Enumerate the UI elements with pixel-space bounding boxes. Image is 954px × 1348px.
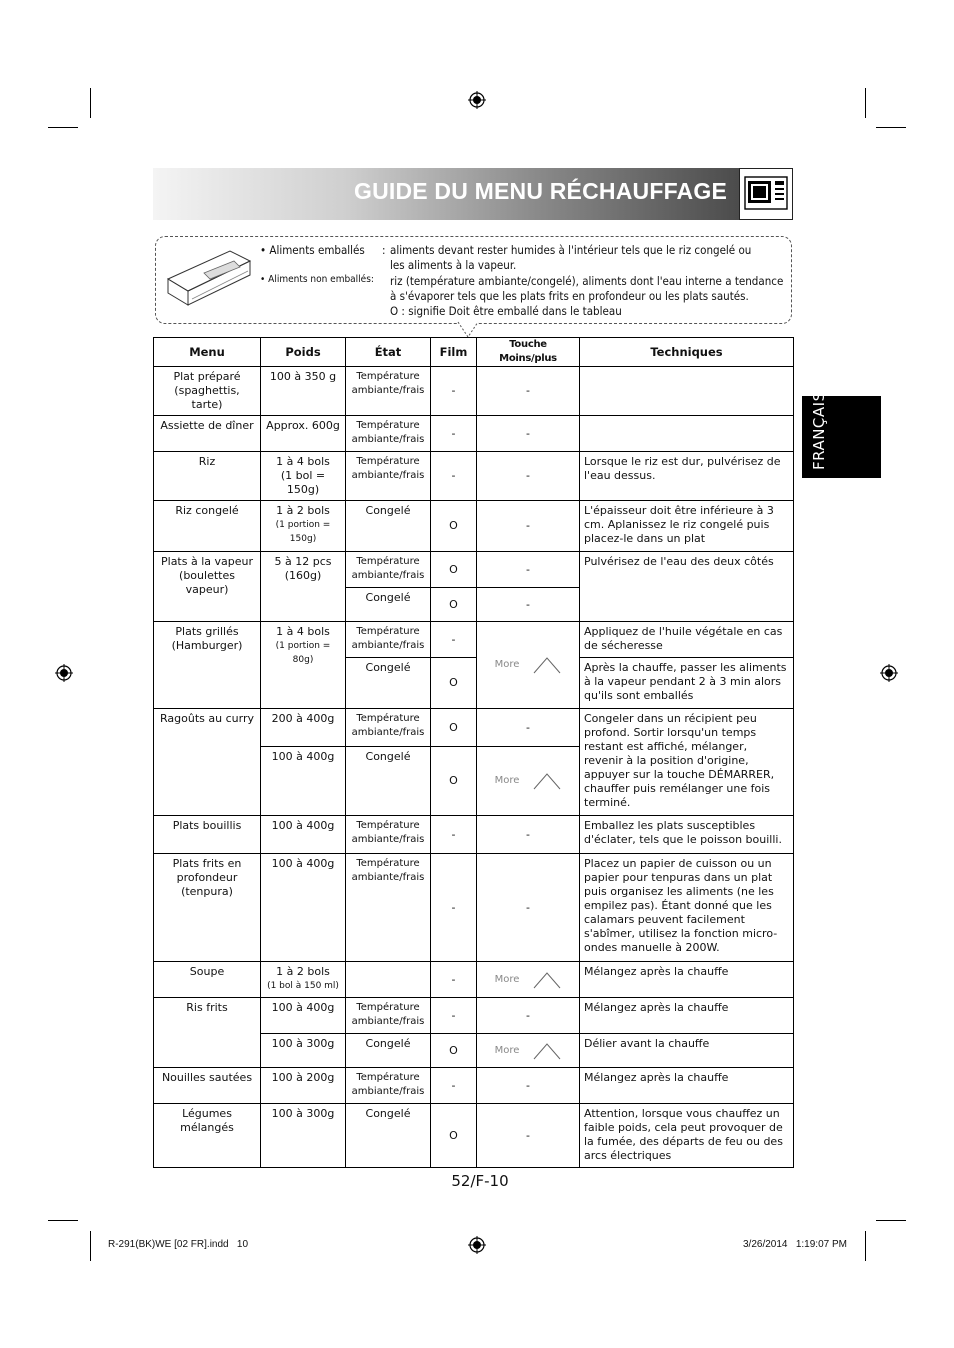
state-cell: Congelé [346, 747, 431, 816]
key-cell: - [477, 501, 580, 552]
crop-mark [90, 1231, 91, 1261]
key-cell: - [477, 1068, 580, 1104]
microwave-icon [739, 168, 793, 220]
weight-value: 1 à 2 bols [276, 504, 330, 517]
menu-cell: Plats grillés (Hamburger) [154, 622, 261, 709]
weight-cell: 100 à 200g [261, 1068, 346, 1104]
table-row [154, 709, 794, 747]
crop-mark [876, 127, 906, 128]
weight-cell: 100 à 400g [261, 854, 346, 962]
film-cell: - [431, 962, 477, 998]
technique-cell: Après la chauffe, passer les aliments à la vapeur pendant 2 à 3 min alors qu'ils sont emballés [580, 658, 794, 709]
weight-cell: 100 à 400g [261, 747, 346, 816]
note-separator: : [382, 243, 386, 257]
table-row [154, 416, 794, 452]
state-cell: Température ambiante/frais [346, 452, 431, 501]
state-cell: Température ambiante/frais [346, 998, 431, 1034]
more-label: More [494, 775, 520, 786]
film-cell: O [431, 501, 477, 552]
key-cell [477, 1034, 580, 1068]
note-unwrapped-term: • Aliments non emballés: [260, 274, 374, 285]
film-cell: - [431, 452, 477, 501]
menu-cell: Soupe [154, 962, 261, 998]
weight-value: 1 à 4 bols [276, 625, 330, 638]
key-cell: - [477, 854, 580, 962]
note-legend: O : signifie Doit être emballé dans le tableau [390, 304, 622, 318]
film-cell: O [431, 1034, 477, 1068]
column-header: Film [431, 338, 477, 367]
up-chevron-icon [533, 971, 561, 989]
crop-mark [876, 1220, 906, 1221]
table-header-row [154, 338, 794, 367]
weight-value: 1 à 4 bols [276, 455, 330, 468]
film-cell: - [431, 622, 477, 658]
note-unwrapped-text: riz (température ambiante/congelé), aliments dont l'eau interne a tendance [390, 274, 784, 288]
more-key [481, 656, 575, 674]
technique-cell: Emballez les plats susceptibles d'éclater, tels que le poisson bouilli. [580, 816, 794, 854]
crop-mark [865, 1231, 866, 1261]
key-cell: - [477, 709, 580, 747]
technique-cell: Congeler dans un récipient peu profond. Sortir lorsqu'un temps restant est affiché, mélanger, revenir à la position d'origine, appuyer sur la touche DÉMARRER, chauffer puis remélanger une fois terminé. [580, 709, 794, 816]
note-unwrapped-text: à s'évaporer tels que les plats frits en profondeur ou les plats sautés. [390, 289, 749, 303]
footer-file: R-291(BK)WE [02 FR].indd 10 [108, 1239, 249, 1250]
reheat-menu-table [153, 337, 794, 1168]
weight-cell [261, 622, 346, 709]
menu-cell: Plats bouillis [154, 816, 261, 854]
technique-cell [580, 416, 794, 452]
table-row [154, 1068, 794, 1104]
more-key [481, 772, 575, 790]
film-cell: - [431, 998, 477, 1034]
state-cell: Température ambiante/frais [346, 1068, 431, 1104]
table-row [154, 854, 794, 962]
weight-portion: (1 portion = 80g) [275, 641, 331, 665]
technique-cell: L'épaisseur doit être inférieure à 3 cm. Aplanissez le riz congelé puis placez-le dans un plat [580, 501, 794, 552]
menu-cell: Riz [154, 452, 261, 501]
table-row [154, 962, 794, 998]
weight-cell [261, 452, 346, 501]
crop-mark [48, 127, 78, 128]
film-cell: - [431, 816, 477, 854]
note-wrapped-text: aliments devant rester humides à l'intérieur tels que le riz congelé ou [390, 243, 752, 257]
up-chevron-icon [533, 656, 561, 674]
state-cell: Température ambiante/frais [346, 622, 431, 658]
technique-cell: Délier avant la chauffe [580, 1034, 794, 1068]
menu-cell: Plats à la vapeur (boulettes vapeur) [154, 552, 261, 622]
language-label: FRANÇAIS [810, 391, 828, 470]
key-cell: - [477, 367, 580, 416]
more-label: More [494, 659, 520, 670]
key-cell: - [477, 416, 580, 452]
table-row [154, 367, 794, 416]
wrapping-note-box [155, 236, 792, 324]
state-cell: Congelé [346, 588, 431, 622]
key-cell: - [477, 816, 580, 854]
menu-cell: Ragoûts au curry [154, 709, 261, 816]
state-cell: Température ambiante/frais [346, 816, 431, 854]
column-header: Menu [154, 338, 261, 367]
film-cell: O [431, 709, 477, 747]
table-row [154, 1104, 794, 1168]
menu-cell: Légumes mélangés [154, 1104, 261, 1168]
column-header: Poids [261, 338, 346, 367]
state-cell: Température ambiante/frais [346, 552, 431, 588]
technique-cell: Placez un papier de cuisson ou un papier pour tenpuras dans un plat puis organisez les aliments (ne les empilez pas). Étant donné que les calamars peuvent facilement s'abîmer, utilisez la fonction micro-ondes manuelle à 200W. [580, 854, 794, 962]
more-key [481, 971, 575, 989]
weight-cell: 100 à 300g [261, 1034, 346, 1068]
film-cell: O [431, 1104, 477, 1168]
key-cell [477, 622, 580, 709]
note-wrapped-text: les aliments à la vapeur. [390, 258, 517, 272]
column-header: Techniques [580, 338, 794, 367]
state-cell: Congelé [346, 1104, 431, 1168]
key-cell: - [477, 452, 580, 501]
film-cell: O [431, 658, 477, 709]
table-row [154, 998, 794, 1034]
film-cell: - [431, 367, 477, 416]
page-title: GUIDE DU MENU RÉCHAUFFAGE [353, 178, 727, 204]
key-cell: - [477, 998, 580, 1034]
key-cell [477, 962, 580, 998]
menu-cell: Riz congelé [154, 501, 261, 552]
more-key [481, 1042, 575, 1060]
menu-cell: Nouilles sautées [154, 1068, 261, 1104]
technique-cell: Mélangez après la chauffe [580, 1068, 794, 1104]
table-row [154, 452, 794, 501]
weight-cell [261, 501, 346, 552]
technique-cell: Lorsque le riz est dur, pulvérisez de l'eau dessus. [580, 452, 794, 501]
weight-cell [261, 962, 346, 998]
registration-mark-icon [468, 91, 486, 109]
film-cell: - [431, 1068, 477, 1104]
weight-portion: (1 bol à 150 ml) [267, 981, 339, 991]
note-wrapped-term: • Aliments emballés [260, 243, 365, 257]
technique-cell: Pulvérisez de l'eau des deux côtés [580, 552, 794, 622]
table-row [154, 622, 794, 658]
crop-mark [865, 88, 866, 118]
key-cell [477, 747, 580, 816]
menu-cell: Ris frits [154, 998, 261, 1068]
page-number: 52/F-10 [451, 1172, 509, 1190]
film-cell: - [431, 854, 477, 962]
up-chevron-icon [533, 772, 561, 790]
language-tab [802, 391, 881, 478]
state-cell: Température ambiante/frais [346, 367, 431, 416]
film-cell: - [431, 416, 477, 452]
weight-value: 1 à 2 bols [276, 965, 330, 978]
film-cell: O [431, 588, 477, 622]
state-cell [346, 962, 431, 998]
menu-cell: Plat préparé (spaghettis, tarte) [154, 367, 261, 416]
weight-cell: 5 à 12 pcs (160g) [261, 552, 346, 622]
technique-cell: Attention, lorsque vous chauffez un faible poids, cela peut provoquer de la fumée, des départs de feu ou des arcs électriques [580, 1104, 794, 1168]
footer-date: 3/26/2014 1:19:07 PM [743, 1239, 847, 1250]
menu-cell: Plats frits en profondeur (tenpura) [154, 854, 261, 962]
technique-cell: Appliquez de l'huile végétale en cas de sécheresse [580, 622, 794, 658]
state-cell: Congelé [346, 501, 431, 552]
weight-cell: 100 à 400g [261, 998, 346, 1034]
weight-cell: 100 à 300g [261, 1104, 346, 1168]
state-cell: Congelé [346, 658, 431, 709]
state-cell: Température ambiante/frais [346, 416, 431, 452]
key-cell: - [477, 552, 580, 588]
table-row [154, 501, 794, 552]
table-row [154, 552, 794, 588]
weight-cell: Approx. 600g [261, 416, 346, 452]
weight-cell: 100 à 350 g [261, 367, 346, 416]
weight-cell: 100 à 400g [261, 816, 346, 854]
technique-cell [580, 367, 794, 416]
registration-mark-icon [55, 664, 73, 682]
menu-cell: Assiette de dîner [154, 416, 261, 452]
plastic-wrap-icon [164, 243, 254, 315]
page-header [153, 168, 793, 220]
registration-mark-icon [880, 664, 898, 682]
more-label: More [494, 1044, 520, 1056]
column-header: Touche Moins/plus [477, 338, 580, 367]
crop-mark [48, 1220, 78, 1221]
film-cell: O [431, 552, 477, 588]
crop-mark [90, 88, 91, 118]
column-header: État [346, 338, 431, 367]
weight-portion: (1 bol = 150g) [280, 469, 326, 496]
registration-mark-icon [468, 1236, 486, 1254]
up-chevron-icon [533, 1042, 561, 1060]
weight-portion: (1 portion = 150g) [275, 520, 331, 544]
film-cell: O [431, 747, 477, 816]
state-cell: Congelé [346, 1034, 431, 1068]
key-cell: - [477, 588, 580, 622]
state-cell: Température ambiante/frais [346, 709, 431, 747]
technique-cell: Mélangez après la chauffe [580, 998, 794, 1034]
technique-cell: Mélangez après la chauffe [580, 962, 794, 998]
weight-cell: 200 à 400g [261, 709, 346, 747]
state-cell: Température ambiante/frais [346, 854, 431, 962]
table-row [154, 816, 794, 854]
more-label: More [494, 973, 520, 985]
key-cell: - [477, 1104, 580, 1168]
